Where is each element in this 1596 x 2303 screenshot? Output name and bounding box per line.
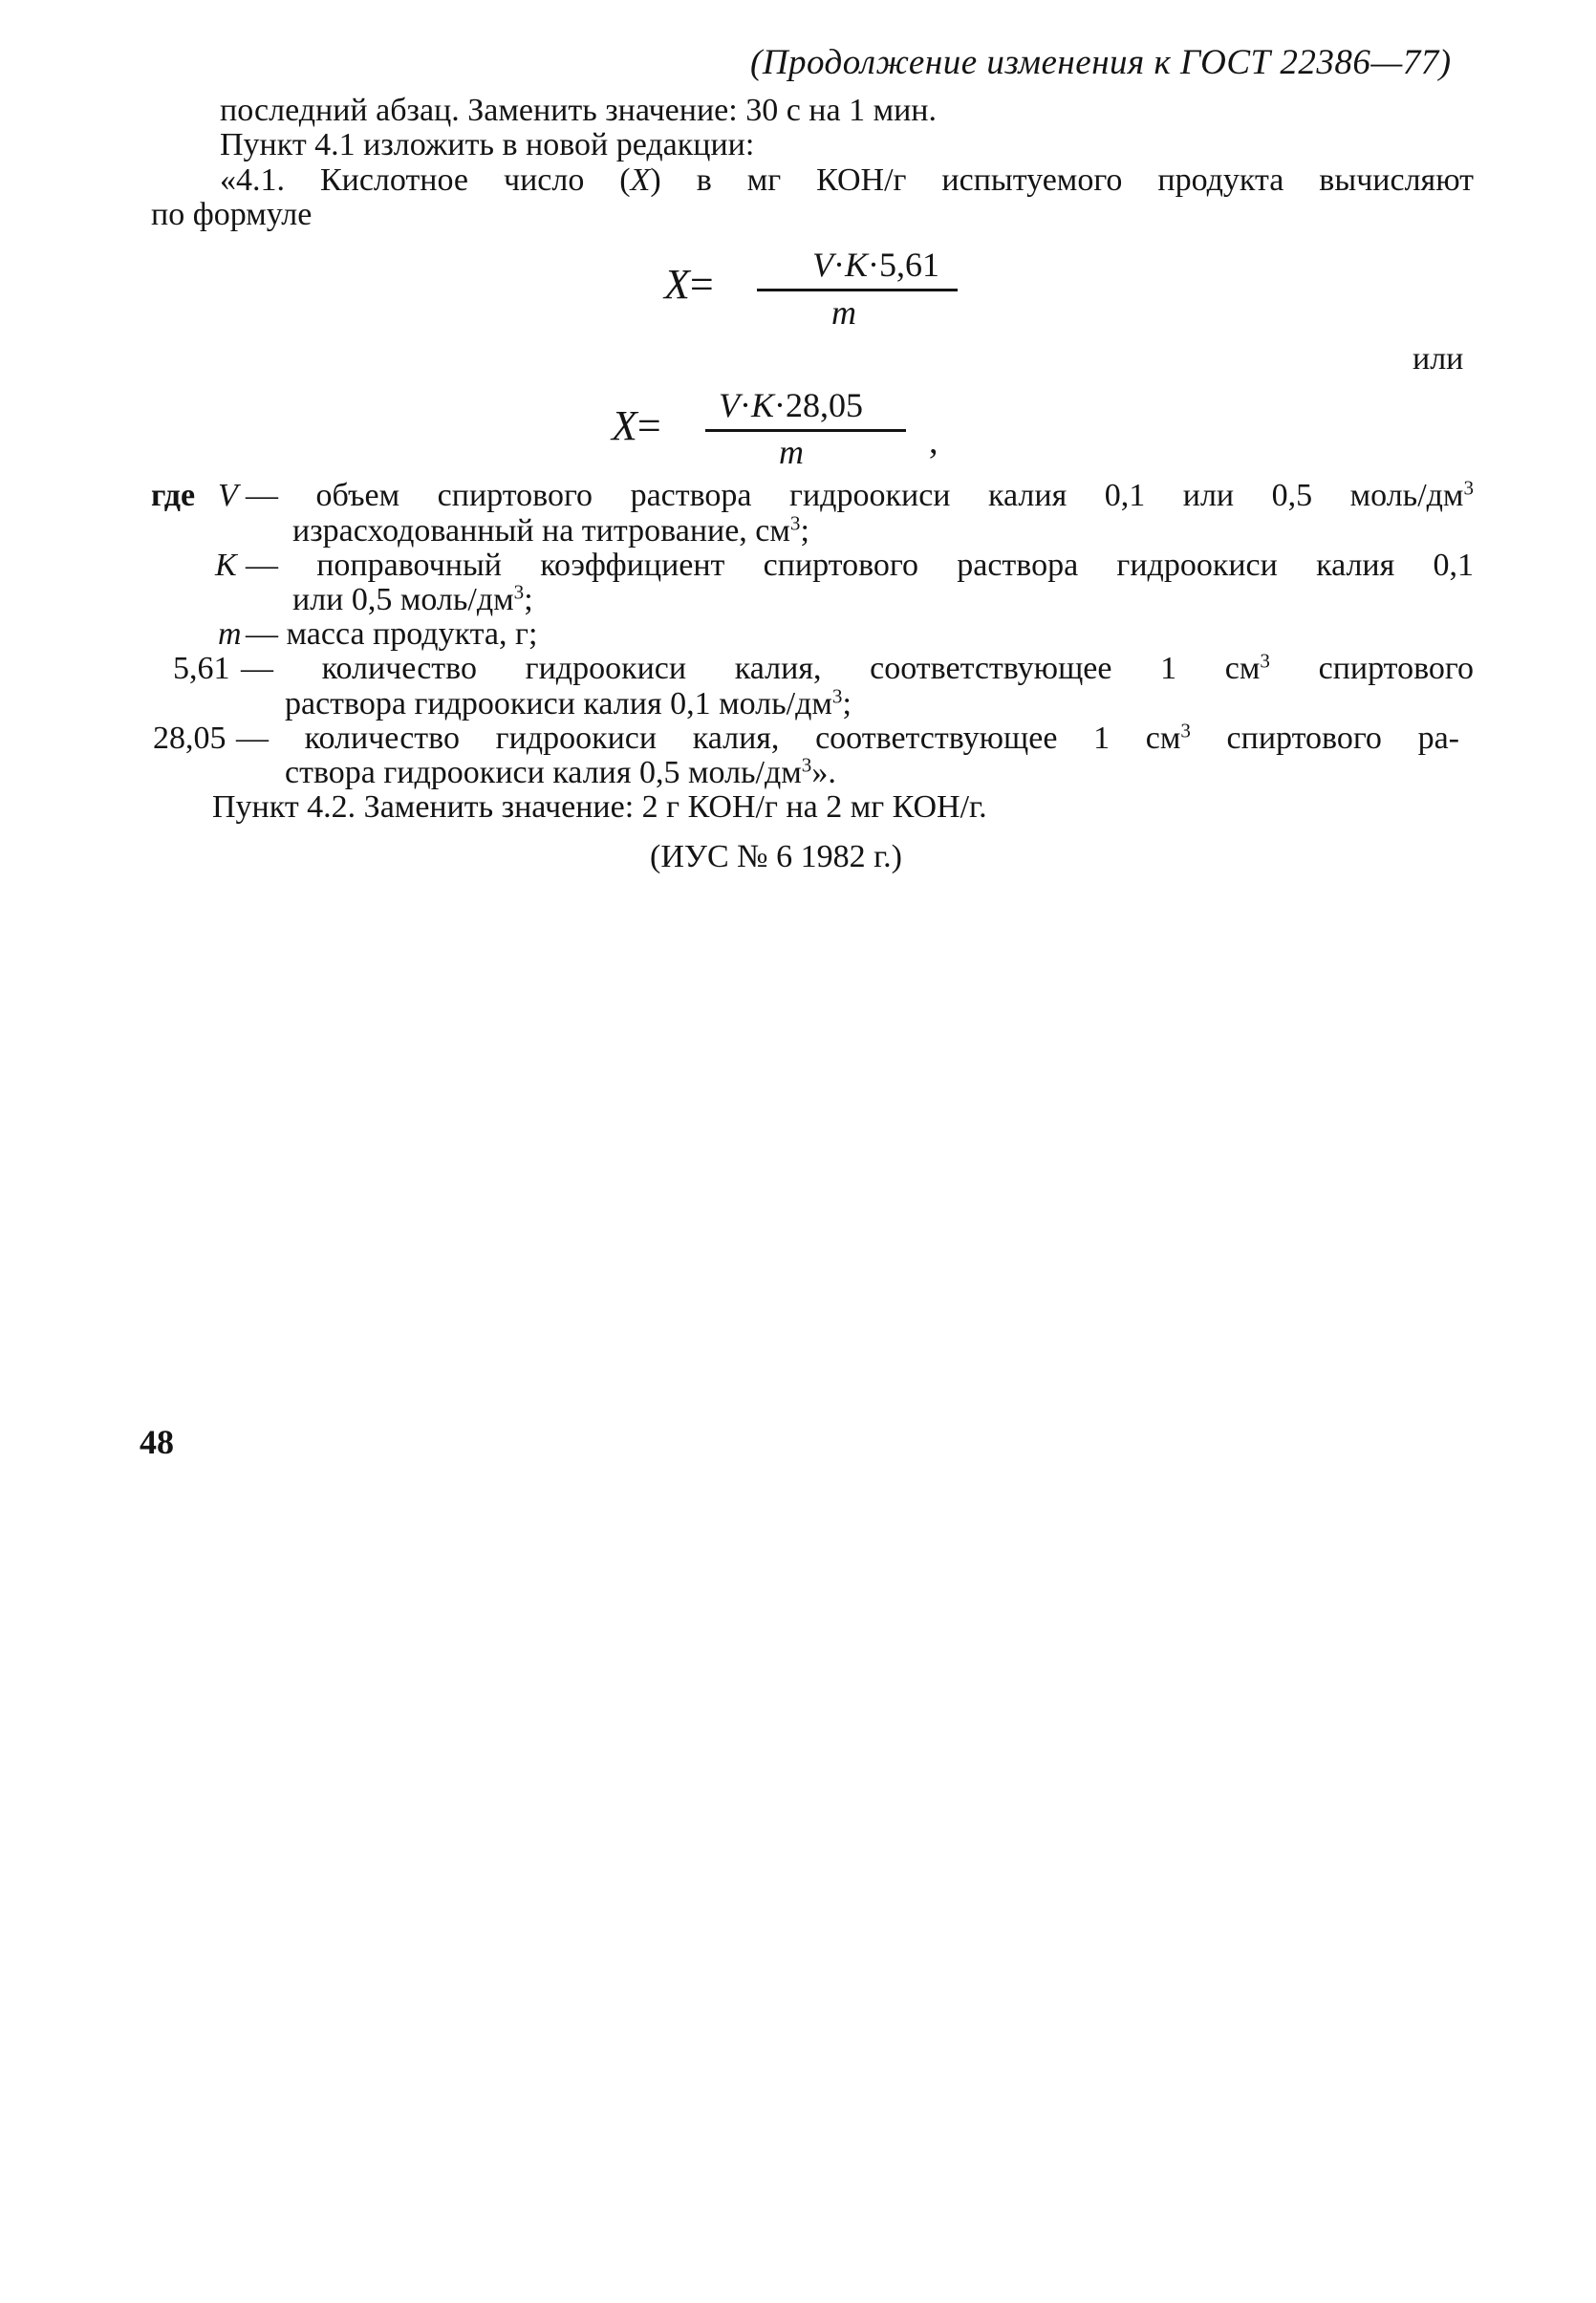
formula-2-denominator: m (779, 433, 804, 471)
def-v-line-2-text: израсходованный на титрование, см (292, 513, 790, 549)
def-561-line-1 (241, 651, 1474, 687)
def-561-line-2-sup: 3 (831, 684, 843, 708)
def-561-line-1-end: спиртового (1269, 651, 1474, 686)
formula-2-numerator (719, 385, 863, 425)
formula-2-lhs (612, 401, 661, 450)
def-561-line-2 (285, 686, 852, 722)
body-line-4: по формуле (151, 197, 313, 232)
def-v-line-2 (292, 513, 809, 549)
def-2805-line-2-text: створа гидроокиси калия 0,5 моль/дм (285, 755, 802, 790)
def-v-line-1-sup: 3 (1463, 476, 1474, 500)
formula-2-num-v: V (719, 386, 740, 424)
formula-1-num-rest: ·5,61 (868, 246, 940, 284)
formula-2-num-dot: · (740, 386, 751, 424)
formula-1-num-v: V (812, 246, 833, 284)
body-line-1: последний абзац. Заменить значение: 30 с на 1 мин. (220, 93, 937, 128)
def-v-symbol: V (218, 478, 238, 513)
def-v-line-1-text: — объем спиртового раствора гидроокиси калия 0,1 или 0,5 моль/дм (246, 478, 1464, 513)
or-word: или (1413, 341, 1464, 377)
formula-1-num-dot: · (833, 246, 845, 284)
formula-2-comma: , (929, 421, 938, 462)
def-k-line-2-end: ; (524, 582, 533, 617)
def-561-line-1-text: — количество гидроокиси калия, соответствующее 1 см (241, 651, 1261, 686)
source-reference: (ИУС № 6 1982 г.) (650, 839, 902, 874)
def-2805-line-1-end: спиртового ра- (1190, 721, 1459, 756)
def-561-line-1-sup: 3 (1260, 649, 1270, 673)
page-number: 48 (140, 1423, 174, 1461)
def-561-line-2-end: ; (842, 686, 852, 721)
def-v-line-1 (246, 478, 1474, 514)
def-2805-line-2-sup: 3 (801, 753, 812, 777)
def-561-line-2-text: раствора гидроокиси калия 0,1 моль/дм (285, 686, 832, 721)
def-m-symbol: m (218, 616, 242, 652)
body-line-3 (220, 162, 1474, 199)
formula-2-eq: = (636, 402, 661, 449)
formula-1-fraction-line (757, 289, 958, 291)
def-k-line-2-sup: 3 (513, 580, 525, 604)
def-where: где (151, 478, 196, 513)
formula-1-lhs (664, 260, 714, 309)
def-561-symbol: 5,61 (173, 651, 230, 686)
formula-2-fraction-line (705, 429, 906, 432)
point-4-2: Пункт 4.2. Заменить значение: 2 г КОН/г на 2 мг КОН/г. (212, 789, 987, 825)
def-k-line-1: — поправочный коэффициент спиртового раствора гидроокиси калия 0,1 (246, 548, 1474, 583)
def-v-line-2-sup: 3 (789, 511, 801, 535)
body-line-3-var: X (630, 162, 651, 198)
def-2805-symbol: 28,05 (153, 721, 226, 756)
def-2805-line-1 (236, 721, 1459, 757)
def-v-line-2-end: ; (800, 513, 809, 549)
def-m-line: — масса продукта, г; (246, 616, 538, 652)
def-k-symbol: K (215, 548, 237, 583)
def-k-line-2-text: или 0,5 моль/дм (292, 582, 514, 617)
formula-2-num-rest: ·28,05 (774, 386, 864, 424)
def-k-line-2 (292, 582, 533, 618)
body-line-2: Пункт 4.1 изложить в новой редакции: (220, 127, 755, 162)
formula-2-num-k: K (751, 386, 775, 424)
def-2805-line-2 (285, 755, 836, 791)
def-2805-line-1-text: — количество гидроокиси калия, соответствующее 1 см (236, 721, 1181, 756)
formula-1-numerator (812, 245, 939, 285)
body-line-3-start: «4.1. Кислотное число ( (220, 162, 631, 198)
body-line-3-end: ) в мг КОН/г испытуемого продукта вычисляют (650, 162, 1475, 198)
formula-2-x: X (612, 402, 637, 449)
formula-1-num-k: K (845, 246, 869, 284)
formula-1-denominator: m (831, 293, 856, 332)
formula-1-x: X (664, 261, 690, 308)
def-2805-line-1-sup: 3 (1180, 719, 1191, 743)
def-2805-line-2-end: ». (811, 755, 836, 790)
continuation-header: (Продолжение изменения к ГОСТ 22386—77) (750, 43, 1452, 82)
formula-1-eq: = (689, 261, 714, 308)
